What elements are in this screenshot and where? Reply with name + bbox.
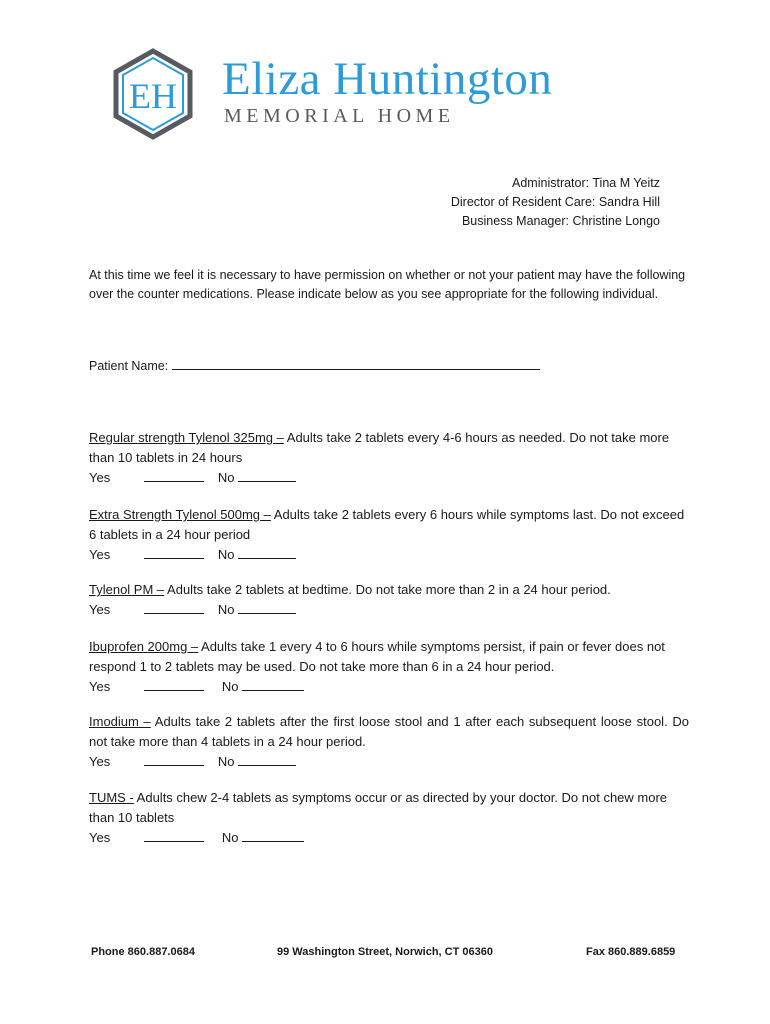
- medication-title: Ibuprofen 200mg –: [89, 639, 199, 654]
- medication-text: Adults take 1 every 4 to 6 hours while symptoms persist, if pain or fever does not respond 1 to 2 tablets may be used. Do not take more than 6 in a 24 hour period.: [89, 639, 665, 674]
- yes-label: Yes: [89, 754, 111, 769]
- medication-title: Imodium –: [89, 714, 151, 729]
- yes-field[interactable]: [144, 829, 204, 842]
- no-label: No: [221, 830, 239, 845]
- footer-fax: Fax 860.889.6859: [586, 946, 676, 958]
- intro-paragraph: At this time we feel it is necessary to have permission on whether or not your patient may have the following over the counter medications. Please indicate below as you see appropriate for the following individual.: [89, 268, 686, 301]
- medication-title: Extra Strength Tylenol 500mg –: [89, 507, 271, 522]
- no-field[interactable]: [238, 469, 296, 482]
- no-label: No: [217, 470, 235, 485]
- yes-no-row: [89, 752, 689, 772]
- yes-label: Yes: [89, 830, 111, 845]
- no-label: No: [217, 602, 235, 617]
- medication-item: [89, 788, 689, 848]
- medication-item: [89, 712, 689, 772]
- medication-item: [89, 505, 689, 565]
- staff-business-manager: Business Manager: Christine Longo: [461, 214, 660, 228]
- footer-phone: Phone 860.887.0684: [91, 946, 195, 958]
- no-field[interactable]: [238, 546, 296, 559]
- patient-name-label: Patient Name:: [89, 359, 172, 373]
- yes-label: Yes: [89, 602, 111, 617]
- medication-title: Tylenol PM –: [89, 582, 165, 597]
- yes-no-row: [89, 545, 689, 565]
- medication-text: Adults take 2 tablets at bedtime. Do not take more than 2 in a 24 hour period.: [164, 582, 611, 597]
- medication-text: Adults chew 2-4 tablets as symptoms occur or as directed by your doctor. Do not chew more than 10 tablets: [89, 790, 668, 825]
- logo-hexagon-icon: [112, 48, 194, 140]
- medication-title: TUMS -: [89, 790, 134, 805]
- yes-field[interactable]: [144, 469, 204, 482]
- yes-label: Yes: [89, 547, 111, 562]
- yes-no-row: [89, 828, 689, 848]
- yes-field[interactable]: [144, 753, 204, 766]
- no-label: No: [221, 679, 239, 694]
- patient-name-row: [89, 357, 540, 376]
- medication-item: [89, 637, 689, 697]
- no-label: No: [217, 547, 235, 562]
- patient-name-field[interactable]: [172, 357, 540, 370]
- yes-label: Yes: [89, 470, 111, 485]
- no-field[interactable]: [238, 753, 296, 766]
- staff-list: [451, 174, 660, 231]
- staff-administrator: Administrator: Tina M Yeitz: [512, 176, 660, 190]
- medication-text: Adults take 2 tablets after the first loose stool and 1 after each subsequent loose stool. Do not take more than 4 tablets in a 24 hour period.: [89, 714, 689, 749]
- logo: [112, 48, 612, 140]
- yes-no-row: [89, 677, 689, 697]
- medication-text: Adults take 2 tablets every 6 hours while symptoms last. Do not exceed 6 tablets in a 24 hour period: [89, 507, 685, 542]
- footer-address: 99 Washington Street, Norwich, CT 06360: [277, 946, 493, 958]
- yes-no-row: [89, 468, 689, 488]
- yes-field[interactable]: [144, 601, 204, 614]
- medication-item: [89, 428, 689, 488]
- yes-label: Yes: [89, 679, 111, 694]
- no-field[interactable]: [242, 829, 304, 842]
- logo-monogram: EH: [129, 76, 177, 116]
- staff-director: Director of Resident Care: Sandra Hill: [450, 195, 660, 209]
- no-field[interactable]: [242, 678, 304, 691]
- logo-name: Eliza Huntington: [222, 53, 553, 105]
- yes-field[interactable]: [144, 546, 204, 559]
- yes-field[interactable]: [144, 678, 204, 691]
- medication-title: Regular strength Tylenol 325mg –: [89, 430, 284, 445]
- yes-no-row: [89, 600, 689, 620]
- medication-text: Adults take 2 tablets every 4-6 hours as needed. Do not take more than 10 tablets in 24 hours: [89, 430, 670, 465]
- medication-item: [89, 580, 689, 620]
- logo-subtitle: MEMORIAL HOME: [224, 105, 455, 127]
- no-label: No: [217, 754, 235, 769]
- no-field[interactable]: [238, 601, 296, 614]
